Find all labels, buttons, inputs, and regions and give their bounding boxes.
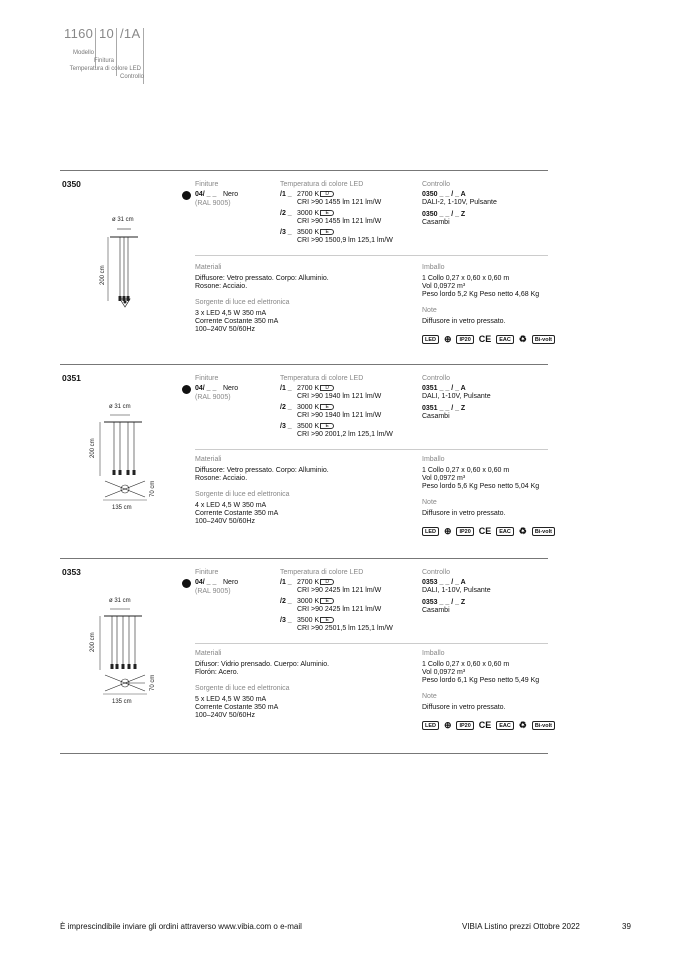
packing-line: Peso lordo 6,1 Kg Peso netto 5,49 Kg	[422, 677, 540, 684]
control-desc: DALI, 1-10V, Pulsante	[422, 393, 491, 400]
finish-name: Nero	[223, 579, 239, 586]
source-header: Sorgente di luce ed elettronica	[195, 491, 290, 498]
color-swatch-black	[182, 385, 191, 394]
packing-header: Imballo	[422, 456, 445, 463]
eac-badge: EAC	[496, 335, 514, 344]
pendant-side-drawing	[96, 412, 156, 482]
packing-line: Vol 0,0972 m³	[422, 669, 466, 676]
dimension-width: 135 cm	[112, 505, 132, 511]
pendant-side-drawing	[96, 606, 156, 676]
temp-kelvin: 2700 K D	[297, 578, 334, 587]
dimension-diameter: ø 31 cm	[112, 217, 134, 223]
energy-class-badge: E	[320, 229, 334, 235]
bulb-icon: ⊕	[443, 720, 452, 730]
source-line: 3 x LED 4,5 W 350 mA	[195, 310, 267, 317]
source-line: Corrente Costante 350 mA	[195, 704, 279, 711]
temp-cri: CRI >90 1940 lm 121 lm/W	[297, 393, 382, 400]
notes-header: Note	[422, 693, 437, 700]
ce-mark: CE	[478, 334, 492, 344]
packing-header: Imballo	[422, 650, 445, 657]
temp-kelvin: 3000 K E	[297, 403, 334, 412]
dimension-height: 200 cm	[100, 265, 106, 285]
control-code: 0351 _ _ / _ Z	[422, 405, 466, 412]
legend-model-code: 1160	[64, 26, 94, 41]
temp-cri: CRI >90 2501,5 lm 125,1 lm/W	[297, 625, 393, 632]
finishes-header: Finiture	[195, 569, 219, 576]
finishes-header: Finiture	[195, 375, 219, 382]
color-swatch-black	[182, 191, 191, 200]
control-code: 0353 _ _ / _ A	[422, 579, 466, 586]
ce-mark: CE	[478, 526, 492, 536]
control-code: 0351 _ _ / _ A	[422, 385, 466, 392]
ip20-badge: IP20	[456, 721, 473, 730]
source-header: Sorgente di luce ed elettronica	[195, 299, 290, 306]
dimension-width: 135 cm	[112, 699, 132, 705]
source-header: Sorgente di luce ed elettronica	[195, 685, 290, 692]
packing-line: 1 Collo 0,27 x 0,60 x 0,60 m	[422, 275, 510, 282]
pendant-plan-drawing	[100, 670, 150, 696]
temp-code: /2 _	[280, 598, 292, 605]
temp-code: /3 _	[280, 617, 292, 624]
product-code: 0353	[62, 567, 81, 577]
source-line: 100–240V 50/60Hz	[195, 712, 255, 719]
ce-mark: CE	[478, 720, 492, 730]
finish-name: Nero	[223, 191, 239, 198]
temp-code: /2 _	[280, 404, 292, 411]
packing-header: Imballo	[422, 264, 445, 271]
recycle-icon: ♻	[518, 526, 527, 536]
finishes-header: Finiture	[195, 181, 219, 188]
packing-line: Peso lordo 5,6 Kg Peso netto 5,04 Kg	[422, 483, 540, 490]
color-swatch-black	[182, 579, 191, 588]
finish-code: 04/ _ _	[195, 579, 217, 586]
ip20-badge: IP20	[456, 335, 473, 344]
notes-text: Diffusore in vetro pressato.	[422, 318, 506, 325]
materials-line: Difusor: Vidrio prensado. Cuerpo: Aluminio.	[195, 661, 330, 668]
temp-header: Temperatura di colore LED	[280, 181, 364, 188]
materials-header: Materiali	[195, 456, 222, 463]
control-header: Controllo	[422, 375, 451, 382]
materials-line: Florón: Acero.	[195, 669, 239, 676]
temp-cri: CRI >90 1455 lm 121 lm/W	[297, 199, 382, 206]
recycle-icon: ♻	[518, 334, 527, 344]
control-desc: Casambi	[422, 607, 450, 614]
ip20-badge: IP20	[456, 527, 473, 536]
temp-kelvin: 3000 K E	[297, 597, 334, 606]
energy-class-badge: D	[320, 191, 334, 197]
source-line: Corrente Costante 350 mA	[195, 318, 279, 325]
temp-cri: CRI >90 1940 lm 121 lm/W	[297, 412, 382, 419]
source-line: Corrente Costante 350 mA	[195, 510, 279, 517]
certification-icons	[422, 335, 558, 344]
temp-code: /3 _	[280, 229, 292, 236]
product-section-0350	[60, 170, 552, 360]
temp-header: Temperatura di colore LED	[280, 569, 364, 576]
notes-text: Diffusore in vetro pressato.	[422, 704, 506, 711]
finish-code: 04/ _ _	[195, 385, 217, 392]
materials-line: Diffusore: Vetro pressato. Corpo: Alluminio.	[195, 275, 329, 282]
temp-kelvin: 3500 K E	[297, 616, 334, 625]
bulb-icon: ⊕	[443, 526, 452, 536]
energy-class-badge: D	[320, 579, 334, 585]
temp-cri: CRI >90 2425 lm 121 lm/W	[297, 606, 382, 613]
materials-line: Rosone: Acciaio.	[195, 283, 248, 290]
temp-kelvin: 3500 K E	[297, 422, 334, 431]
materials-line: Diffusore: Vetro pressato. Corpo: Alluminio.	[195, 467, 329, 474]
pendant-plan-drawing	[100, 476, 150, 502]
legend-control-code: /1A	[120, 26, 141, 41]
temp-code: /1 _	[280, 579, 292, 586]
led-badge: LED	[422, 335, 439, 344]
legend-finish-code: 10	[99, 26, 115, 41]
finish-ral: (RAL 9005)	[195, 588, 231, 595]
temp-cri: CRI >90 1500,9 lm 125,1 lm/W	[297, 237, 393, 244]
finish-code: 04/ _ _	[195, 191, 217, 198]
source-line: 100–240V 50/60Hz	[195, 518, 255, 525]
eac-badge: EAC	[496, 527, 514, 536]
control-header: Controllo	[422, 181, 451, 188]
control-desc: Casambi	[422, 413, 450, 420]
finish-ral: (RAL 9005)	[195, 394, 231, 401]
packing-line: Vol 0,0972 m³	[422, 283, 466, 290]
bivolt-badge: Bi-volt	[532, 721, 555, 730]
legend-label-model: Modello	[72, 50, 94, 56]
temp-header: Temperatura di colore LED	[280, 375, 364, 382]
led-badge: LED	[422, 721, 439, 730]
materials-header: Materiali	[195, 264, 222, 271]
eac-badge: EAC	[496, 721, 514, 730]
control-desc: DALI-2, 1-10V, Pulsante	[422, 199, 497, 206]
section-divider	[60, 753, 548, 754]
code-legend	[54, 26, 154, 86]
energy-class-badge: E	[320, 210, 334, 216]
dimension-diameter: ø 31 cm	[109, 598, 131, 604]
product-code: 0351	[62, 373, 81, 383]
notes-header: Note	[422, 499, 437, 506]
temp-kelvin: 2700 K D	[297, 384, 334, 393]
pendant-plan-drawing	[118, 296, 132, 310]
footer-order-note: È imprescindibile inviare gli ordini attraverso www.vibia.com o e-mail	[60, 922, 302, 931]
bivolt-badge: Bi-volt	[532, 335, 555, 344]
energy-class-badge: E	[320, 423, 334, 429]
control-code: 0350 _ _ / _ A	[422, 191, 466, 198]
product-section-0351	[60, 364, 552, 554]
product-section-0353	[60, 558, 552, 748]
energy-class-badge: E	[320, 598, 334, 604]
packing-line: 1 Collo 0,27 x 0,60 x 0,60 m	[422, 467, 510, 474]
energy-class-badge: E	[320, 404, 334, 410]
bivolt-badge: Bi-volt	[532, 527, 555, 536]
dimension-depth: 70 cm	[150, 480, 156, 497]
notes-text: Diffusore in vetro pressato.	[422, 510, 506, 517]
materials-line: Rosone: Acciaio.	[195, 475, 248, 482]
energy-class-badge: D	[320, 385, 334, 391]
source-line: 5 x LED 4,5 W 350 mA	[195, 696, 267, 703]
packing-line: Peso lordo 5,2 Kg Peso netto 4,68 Kg	[422, 291, 540, 298]
dimension-diameter: ø 31 cm	[109, 404, 131, 410]
recycle-icon: ♻	[518, 720, 527, 730]
page-number: 39	[622, 922, 631, 931]
notes-header: Note	[422, 307, 437, 314]
temp-kelvin: 3000 K E	[297, 209, 334, 218]
temp-code: /1 _	[280, 191, 292, 198]
temp-code: /2 _	[280, 210, 292, 217]
finish-ral: (RAL 9005)	[195, 200, 231, 207]
certification-icons	[422, 527, 558, 536]
certification-icons	[422, 721, 558, 730]
materials-header: Materiali	[195, 650, 222, 657]
dimension-height: 200 cm	[90, 438, 96, 458]
control-header: Controllo	[422, 569, 451, 576]
temp-code: /3 _	[280, 423, 292, 430]
temp-cri: CRI >90 2001,2 lm 125,1 lm/W	[297, 431, 393, 438]
legend-label-temp: Temperatura di colore LED	[69, 66, 141, 72]
temp-kelvin: 3500 K E	[297, 228, 334, 237]
source-line: 4 x LED 4,5 W 350 mA	[195, 502, 267, 509]
led-badge: LED	[422, 527, 439, 536]
control-code: 0353 _ _ / _ Z	[422, 599, 466, 606]
dimension-depth: 70 cm	[150, 674, 156, 691]
packing-line: 1 Collo 0,27 x 0,60 x 0,60 m	[422, 661, 510, 668]
packing-line: Vol 0,0972 m³	[422, 475, 466, 482]
dimension-height: 200 cm	[90, 632, 96, 652]
energy-class-badge: E	[320, 617, 334, 623]
temp-cri: CRI >90 2425 lm 121 lm/W	[297, 587, 382, 594]
legend-label-control: Controllo	[119, 74, 144, 80]
footer-pricelist: VIBIA Listino prezzi Ottobre 2022	[462, 922, 580, 931]
control-desc: Casambi	[422, 219, 450, 226]
source-line: 100–240V 50/60Hz	[195, 326, 255, 333]
temp-kelvin: 2700 K D	[297, 190, 334, 199]
product-code: 0350	[62, 179, 81, 189]
finish-name: Nero	[223, 385, 239, 392]
temp-cri: CRI >90 1455 lm 121 lm/W	[297, 218, 382, 225]
legend-label-finish: Finitura	[93, 58, 114, 64]
control-code: 0350 _ _ / _ Z	[422, 211, 466, 218]
temp-code: /1 _	[280, 385, 292, 392]
control-desc: DALI, 1-10V, Pulsante	[422, 587, 491, 594]
bulb-icon: ⊕	[443, 334, 452, 344]
